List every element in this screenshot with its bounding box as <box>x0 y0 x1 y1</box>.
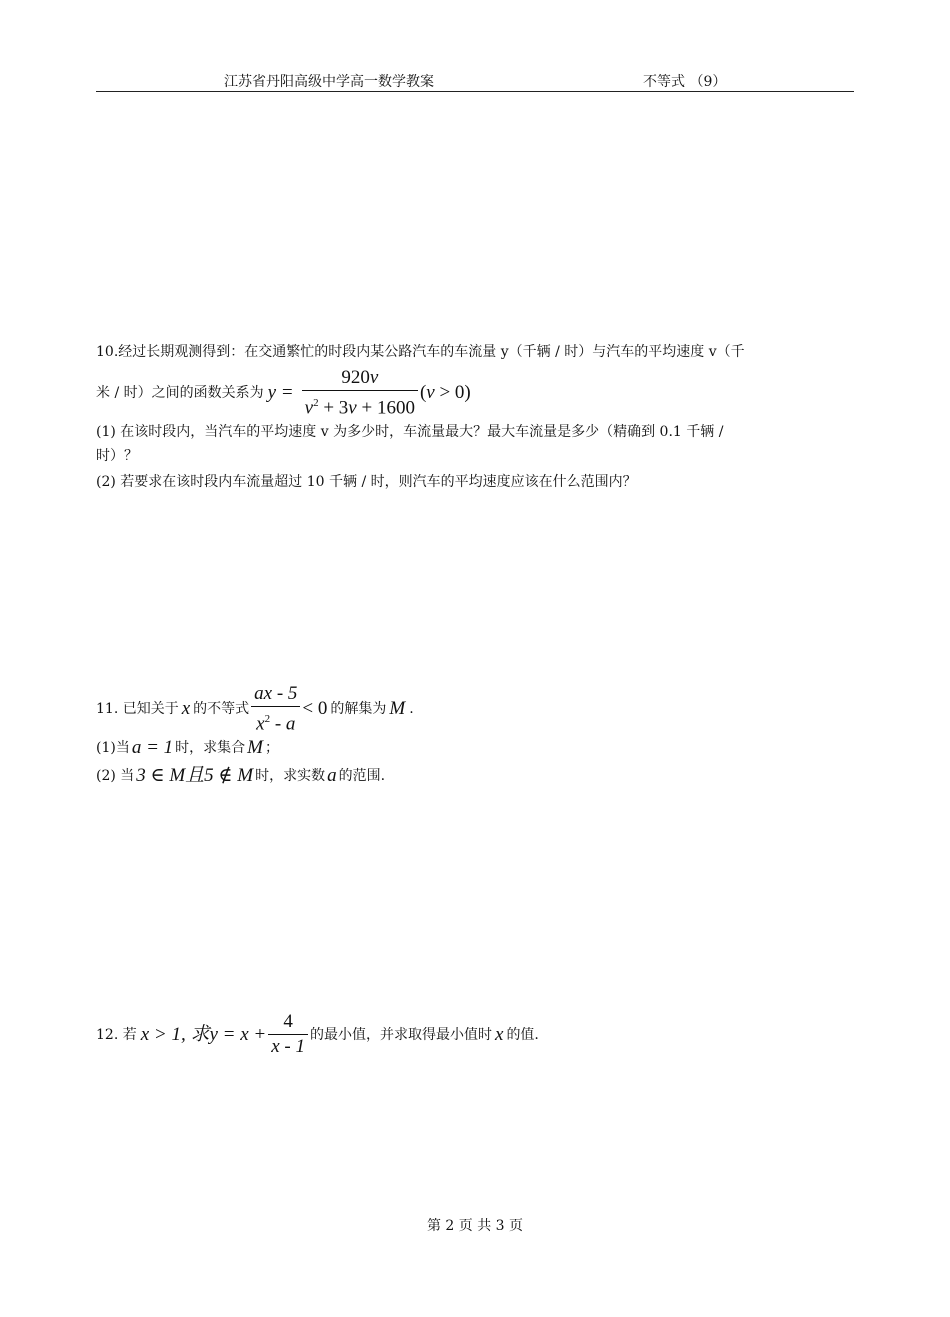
q11-inequality: < 0 <box>302 698 328 720</box>
q12-statement <box>96 1012 539 1057</box>
q11-part2 <box>96 766 385 786</box>
q10-numerator: 920v <box>341 367 379 388</box>
q10-fraction <box>302 368 418 418</box>
q12-var-x: x <box>495 1023 504 1045</box>
q11-part2-prefix: (2) 当 <box>96 768 135 784</box>
q10-part1-line1: (1) 在该时段内，当汽车的平均速度 v 为多少时，车流量最大？最大车流量是多少（精确到 0.1 千辆 / <box>96 424 724 440</box>
q11-part1-m: M <box>247 737 263 758</box>
q10-line2 <box>96 368 471 418</box>
q12-end: 的值. <box>506 1026 539 1043</box>
q12-numerator: 4 <box>283 1011 293 1032</box>
q11-denominator: $x^2$ - a <box>256 713 296 735</box>
q12-denominator: x - 1 <box>271 1036 305 1057</box>
q10-line1: 10.经过长期观测得到：在交通繁忙的时段内某公路汽车的车流量 y（千辆 / 时）与汽车的平均速度 v（千 <box>96 344 745 360</box>
header-title: 江苏省丹阳高级中学高一数学教案 <box>224 74 434 90</box>
q11-part2-end: 的范围. <box>338 768 386 784</box>
q11-part1-eq: a = 1 <box>131 737 174 758</box>
q10-part1-line2: 时）？ <box>96 448 138 464</box>
q11-part2-a: a <box>327 765 337 786</box>
q12-mid: 的最小值，并求取得最小值时 <box>310 1026 492 1043</box>
q10-condition: (v > 0) <box>419 382 471 404</box>
q11-part1-mid: 时，求集合 <box>175 740 246 756</box>
q11-set-m: M <box>389 698 406 720</box>
q12-condition: x > 1, 求y = x + <box>140 1023 267 1045</box>
q10-formula-lhs: y = <box>267 382 294 404</box>
q12-fraction <box>268 1012 308 1057</box>
header-divider <box>96 91 854 92</box>
q11-part2-mid: 时，求实数 <box>255 768 326 784</box>
q11-period: . <box>409 701 414 718</box>
q11-statement <box>96 684 414 734</box>
q10-part2: (2) 若要求在该时段内车流量超过 10 千辆 / 时，则汽车的平均速度应该在什么范围内？ <box>96 474 637 490</box>
q11-numerator: ax - 5 <box>254 683 298 704</box>
q12-prefix: 12. 若 <box>96 1026 137 1043</box>
page-footer: 第 2 页 共 3 页 <box>426 1218 524 1234</box>
q11-part1-end: ； <box>265 740 279 756</box>
q11-fraction <box>251 684 300 734</box>
q11-suffix: 的解集为 <box>330 701 387 718</box>
q10-line2-prefix: 米 / 时）之间的函数关系为 <box>96 385 264 402</box>
q11-part2-cond: 3 ∈ M且5 ∉ M <box>136 765 254 786</box>
header-section: 不等式 （9） <box>643 74 727 90</box>
q11-mid: 的不等式 <box>193 701 250 718</box>
q11-part1-prefix: (1)当 <box>96 740 130 756</box>
q10-denominator: $v^2 + 3v + 1600$ <box>304 397 415 419</box>
q11-part1 <box>96 738 279 758</box>
q11-var-x: x <box>181 698 191 720</box>
q11-prefix: 11. 已知关于 <box>96 701 179 718</box>
q10-formula <box>268 368 471 418</box>
